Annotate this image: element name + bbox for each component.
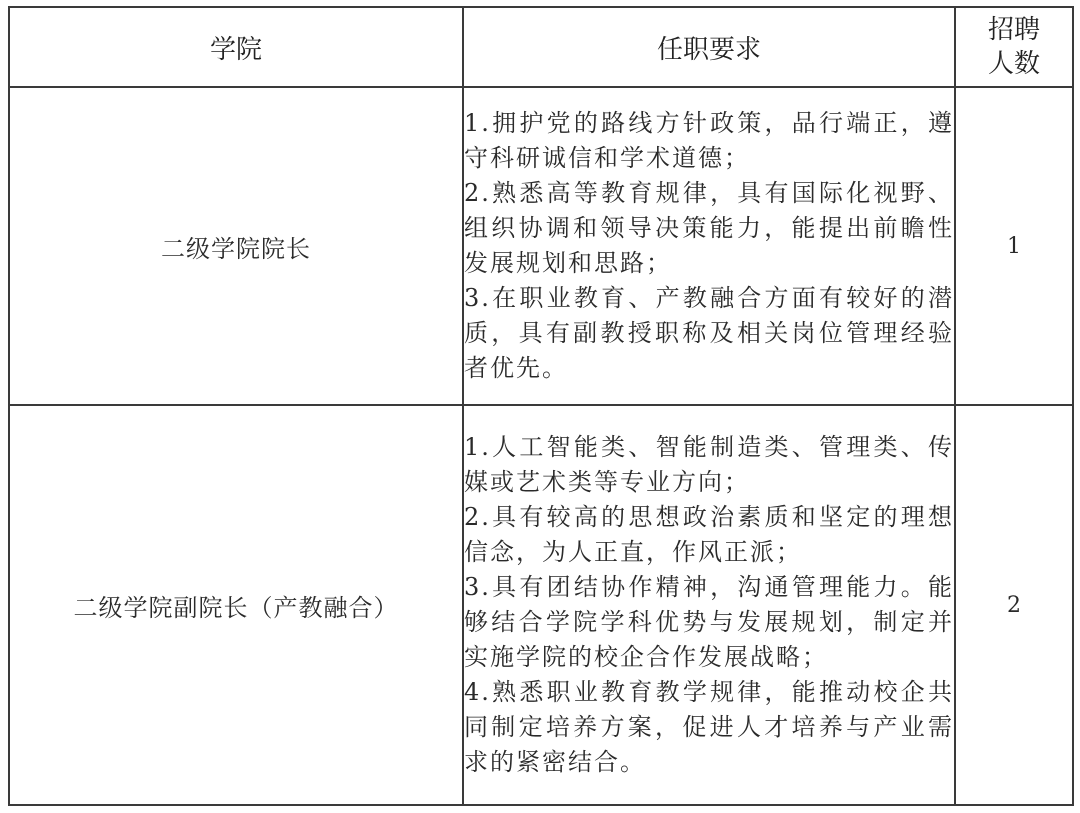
header-requirements: 任职要求	[463, 7, 955, 87]
requirement-item: 1.人工智能类、智能制造类、管理类、传媒或艺术类等专业方向；	[464, 433, 954, 496]
requirements-cell	[463, 87, 955, 405]
requirement-item: 4.熟悉职业教育教学规律，能推动校企共同制定培养方案，促进人才培养与产业需求的紧密结合。	[464, 678, 954, 776]
requirements-cell	[463, 405, 955, 805]
college-cell: 二级学院院长	[9, 87, 463, 405]
header-count-line2: 人数	[987, 49, 1040, 79]
count-cell: 1	[955, 87, 1073, 405]
header-college: 学院	[9, 7, 463, 87]
header-row	[9, 7, 1073, 87]
table-row	[9, 405, 1073, 805]
college-cell: 二级学院副院长（产教融合）	[9, 405, 463, 805]
table-row	[9, 87, 1073, 405]
requirement-item: 2.具有较高的思想政治素质和坚定的理想信念，为人正直，作风正派；	[464, 503, 954, 566]
header-count-line1: 招聘	[987, 15, 1040, 45]
requirement-item: 3.在职业教育、产教融合方面有较好的潜质，具有副教授职称及相关岗位管理经验者优先。	[464, 284, 954, 382]
requirement-item: 1.拥护党的路线方针政策，品行端正，遵守科研诚信和学术道德；	[464, 109, 954, 172]
header-count	[955, 7, 1073, 87]
recruitment-table	[8, 6, 1074, 806]
requirement-item: 3.具有团结协作精神，沟通管理能力。能够结合学院学科优势与发展规划，制定并实施学院的校企合作发展战略；	[464, 573, 954, 671]
requirement-item: 2.熟悉高等教育规律，具有国际化视野、组织协调和领导决策能力，能提出前瞻性发展规划和思路；	[464, 179, 954, 277]
count-cell: 2	[955, 405, 1073, 805]
